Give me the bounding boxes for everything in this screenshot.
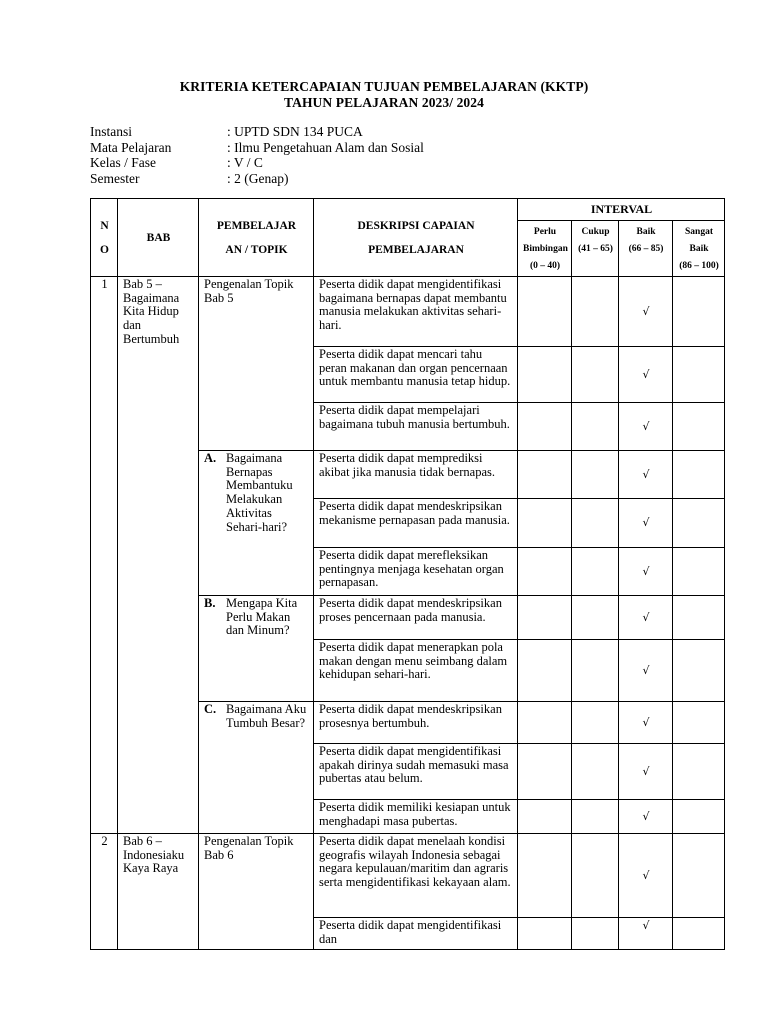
- description-cell: Peserta didik dapat memprediksi akibat jika manusia tidak bernapas.: [314, 451, 518, 499]
- header-perlu-bimbingan: Perlu Bimbingan (0 – 40): [518, 221, 572, 277]
- cukup-cell: [572, 640, 619, 702]
- cukup-cell: [572, 800, 619, 834]
- check-mark: √: [619, 918, 673, 950]
- meta-value: : V / C: [227, 155, 263, 170]
- sangat-baik-cell: [673, 834, 725, 918]
- check-mark: √: [619, 347, 673, 403]
- perlu-cell: [518, 800, 572, 834]
- table-row: [91, 277, 725, 347]
- header-no: N O: [91, 199, 118, 277]
- meta-key: Mata Pelajaran: [90, 139, 172, 155]
- document-subtitle: TAHUN PELAJARAN 2023/ 2024: [284, 95, 484, 110]
- sangat-baik-cell: [673, 640, 725, 702]
- check-mark: √: [619, 744, 673, 800]
- check-mark: √: [619, 451, 673, 499]
- perlu-cell: [518, 451, 572, 499]
- document-meta: [90, 124, 424, 186]
- topic-cell-a: A. Bagaimana Bernapas Membantuku Melakukan Aktivitas Sehari-hari?: [199, 451, 314, 596]
- meta-value: : Ilmu Pengetahuan Alam dan Sosial: [227, 139, 424, 155]
- perlu-cell: [518, 702, 572, 744]
- sangat-baik-cell: [673, 744, 725, 800]
- sangat-baik-cell: [673, 347, 725, 403]
- description-cell: Peserta didik dapat mendeskripsikan mekanisme pernapasan pada manusia.: [314, 499, 518, 548]
- header-bab: BAB: [118, 199, 199, 277]
- sangat-baik-cell: [673, 800, 725, 834]
- row-number: 1: [91, 277, 118, 834]
- header-sangat-baik: Sangat Baik (86 – 100): [673, 221, 725, 277]
- description-cell: Peserta didik dapat menerapkan pola makan dengan menu seimbang dalam kehidupan sehari-hari.: [314, 640, 518, 702]
- perlu-cell: [518, 640, 572, 702]
- description-cell: Peserta didik dapat menelaah kondisi geografis wilayah Indonesia sebagai negara kepulauan/maritim dan agraris serta mengidentifikasi kekayaan alam.: [314, 834, 518, 918]
- sangat-baik-cell: [673, 702, 725, 744]
- meta-key: Semester: [90, 170, 140, 186]
- meta-row-instansi: [90, 124, 424, 140]
- topic-cell: Pengenalan Topik Bab 5: [199, 277, 314, 451]
- perlu-cell: [518, 596, 572, 640]
- description-cell: Peserta didik dapat mencari tahu peran makanan dan organ pencernaan untuk membantu manusia tetap hidup.: [314, 347, 518, 403]
- bab-cell: Bab 5 – Bagaimana Kita Hidup dan Bertumbuh: [118, 277, 199, 834]
- cukup-cell: [572, 451, 619, 499]
- description-cell: Peserta didik dapat mengidentifikasi dan: [314, 918, 518, 950]
- cukup-cell: [572, 744, 619, 800]
- header-cukup: Cukup (41 – 65): [572, 221, 619, 277]
- cukup-cell: [572, 834, 619, 918]
- description-cell: Peserta didik dapat mendeskripsikan prosesnya bertumbuh.: [314, 702, 518, 744]
- meta-key: Kelas / Fase: [90, 155, 156, 170]
- perlu-cell: [518, 548, 572, 596]
- topic-cell-b: B. Mengapa Kita Perlu Makan dan Minum?: [199, 596, 314, 702]
- meta-key: Instansi: [90, 124, 132, 139]
- perlu-cell: [518, 744, 572, 800]
- sangat-baik-cell: [673, 918, 725, 950]
- meta-value: : UPTD SDN 134 PUCA: [227, 124, 363, 139]
- cukup-cell: [572, 702, 619, 744]
- perlu-cell: [518, 347, 572, 403]
- description-cell: Peserta didik dapat mendeskripsikan proses pencernaan pada manusia.: [314, 596, 518, 640]
- header-pembelajaran: PEMBELAJAR AN / TOPIK: [199, 199, 314, 277]
- header-baik: Baik (66 – 85): [619, 221, 673, 277]
- description-cell: Peserta didik dapat merefleksikan pentingnya menjaga kesehatan organ pernapasan.: [314, 548, 518, 596]
- header-deskripsi: DESKRIPSI CAPAIAN PEMBELAJARAN: [314, 199, 518, 277]
- meta-row-mapel: [90, 140, 424, 156]
- cukup-cell: [572, 347, 619, 403]
- cukup-cell: [572, 596, 619, 640]
- perlu-cell: [518, 918, 572, 950]
- sangat-baik-cell: [673, 596, 725, 640]
- table-row: [91, 834, 725, 918]
- sangat-baik-cell: [673, 451, 725, 499]
- meta-value: : 2 (Genap): [227, 170, 289, 186]
- description-cell: Peserta didik dapat mempelajari bagaimana tubuh manusia bertumbuh.: [314, 403, 518, 451]
- perlu-cell: [518, 834, 572, 918]
- sangat-baik-cell: [673, 403, 725, 451]
- description-cell: Peserta didik dapat mengidentifikasi bagaimana bernapas dapat membantu manusia melakukan aktivitas sehari-hari.: [314, 277, 518, 347]
- cukup-cell: [572, 277, 619, 347]
- check-mark: √: [619, 596, 673, 640]
- topic-cell: Pengenalan Topik Bab 6: [199, 834, 314, 950]
- cukup-cell: [572, 403, 619, 451]
- description-cell: Peserta didik memiliki kesiapan untuk menghadapi masa pubertas.: [314, 800, 518, 834]
- check-mark: √: [619, 800, 673, 834]
- cukup-cell: [572, 918, 619, 950]
- sangat-baik-cell: [673, 277, 725, 347]
- header-interval: INTERVAL: [518, 199, 725, 221]
- check-mark: √: [619, 403, 673, 451]
- row-number: 2: [91, 834, 118, 950]
- kktp-table: [90, 198, 725, 950]
- topic-cell-c: C. Bagaimana Aku Tumbuh Besar?: [199, 702, 314, 834]
- meta-row-semester: [90, 171, 424, 187]
- description-cell: Peserta didik dapat mengidentifikasi apakah dirinya sudah memasuki masa pubertas atau belum.: [314, 744, 518, 800]
- perlu-cell: [518, 499, 572, 548]
- cukup-cell: [572, 499, 619, 548]
- check-mark: √: [619, 834, 673, 918]
- check-mark: √: [619, 277, 673, 347]
- check-mark: √: [619, 548, 673, 596]
- document-title: KRITERIA KETERCAPAIAN TUJUAN PEMBELAJARAN (KKTP): [179, 79, 589, 94]
- cukup-cell: [572, 548, 619, 596]
- meta-row-kelas: [90, 155, 424, 171]
- check-mark: √: [619, 499, 673, 548]
- bab-cell: Bab 6 – Indonesiaku Kaya Raya: [118, 834, 199, 950]
- perlu-cell: [518, 403, 572, 451]
- sangat-baik-cell: [673, 499, 725, 548]
- perlu-cell: [518, 277, 572, 347]
- check-mark: √: [619, 640, 673, 702]
- check-mark: √: [619, 702, 673, 744]
- sangat-baik-cell: [673, 548, 725, 596]
